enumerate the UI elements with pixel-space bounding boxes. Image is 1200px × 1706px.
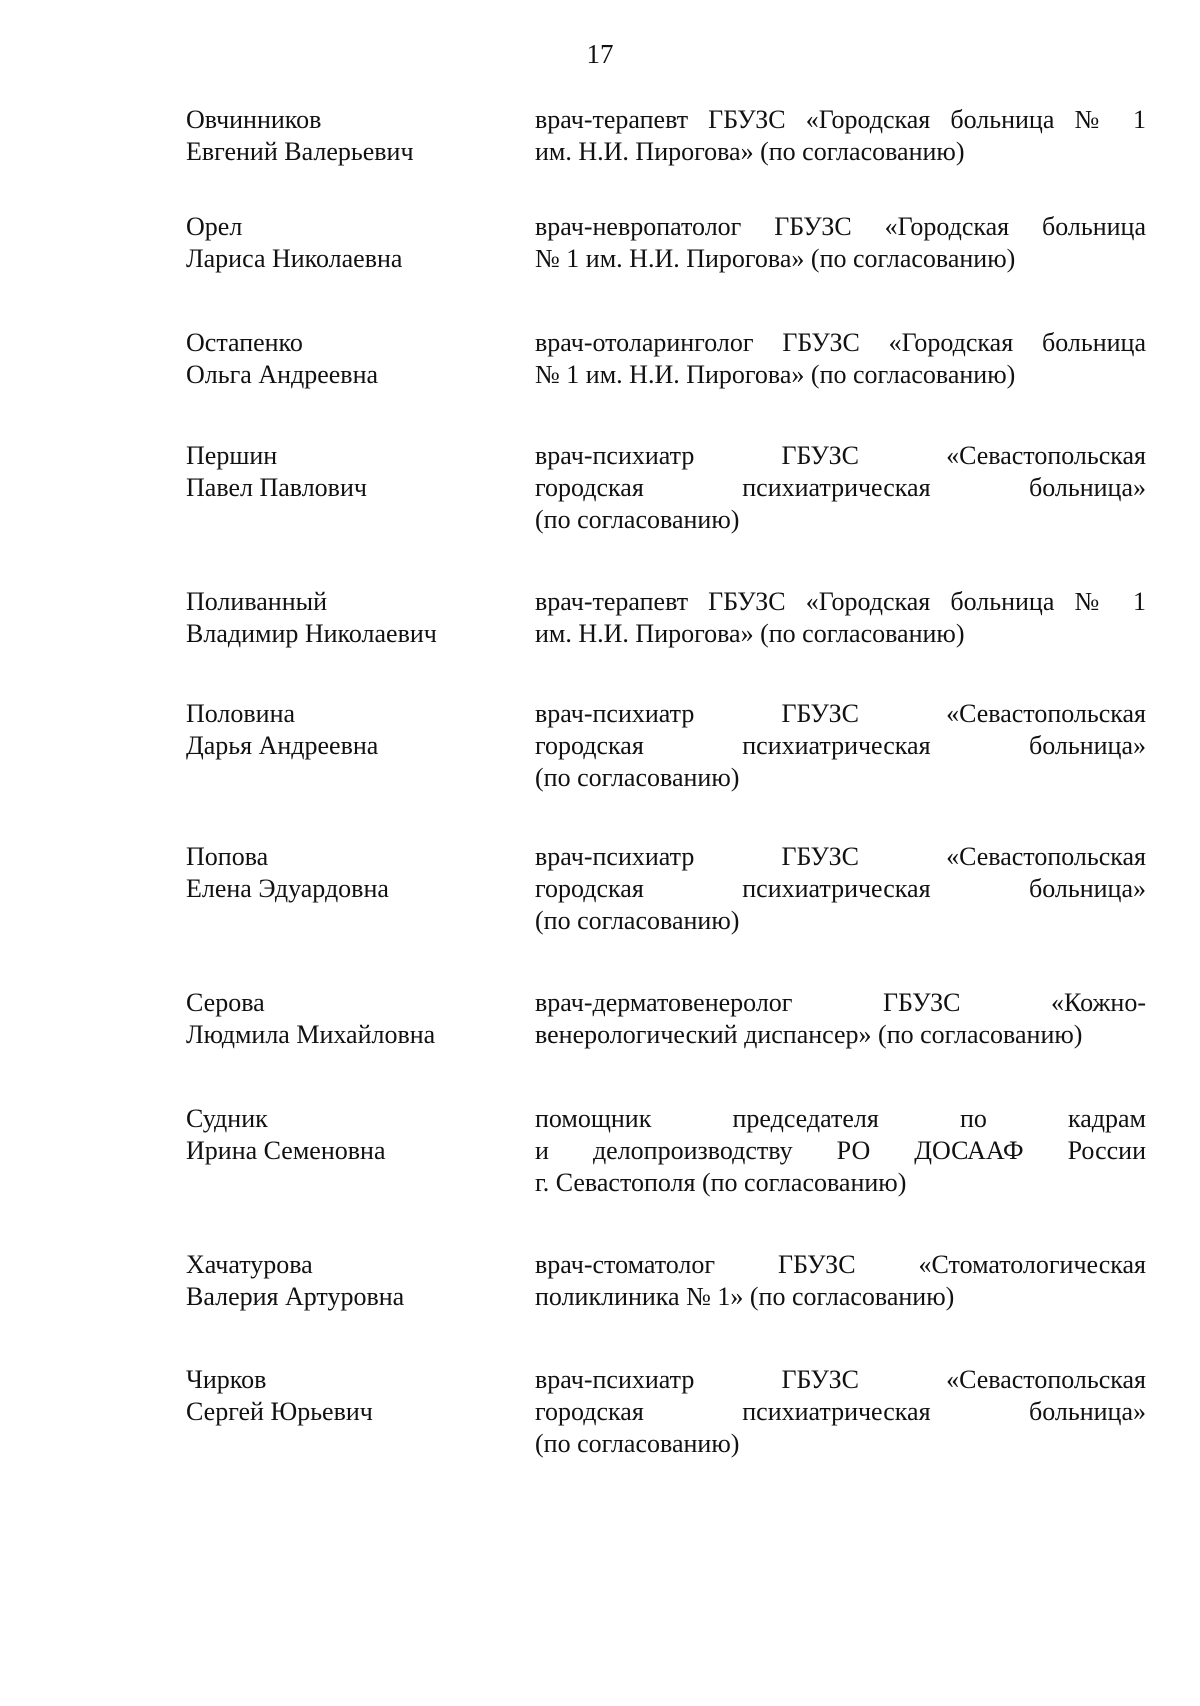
member-surname: Хачатурова xyxy=(186,1250,313,1279)
member-position xyxy=(535,327,1146,391)
member-given-names: Евгений Валерьевич xyxy=(186,137,414,166)
member-name xyxy=(186,586,506,650)
position-line: врач-терапевт ГБУЗС «Городская больница № 1 xyxy=(535,105,1146,134)
position-line: помощник председателя по кадрам xyxy=(535,1104,1146,1133)
member-given-names: Владимир Николаевич xyxy=(186,619,437,648)
member-name xyxy=(186,987,506,1051)
member-surname: Овчинников xyxy=(186,105,322,134)
member-given-names: Лариса Николаевна xyxy=(186,244,403,273)
member-given-names: Павел Павлович xyxy=(186,473,367,502)
member-surname: Чирков xyxy=(186,1365,267,1394)
position-line: венерологический диспансер» (по согласованию) xyxy=(535,1020,1083,1049)
position-line: и делопроизводству РО ДОСААФ России xyxy=(535,1136,1146,1165)
position-line: им. Н.И. Пирогова» (по согласованию) xyxy=(535,619,965,648)
member-surname: Половина xyxy=(186,699,296,728)
member-position xyxy=(535,211,1146,275)
member-given-names: Елена Эдуардовна xyxy=(186,874,389,903)
position-line: врач-психиатр ГБУЗС «Севастопольская xyxy=(535,1365,1146,1394)
member-given-names: Ольга Андреевна xyxy=(186,360,379,389)
member-position xyxy=(535,841,1146,937)
member-name xyxy=(186,104,506,168)
position-line: врач-терапевт ГБУЗС «Городская больница № 1 xyxy=(535,587,1146,616)
member-given-names: Дарья Андреевна xyxy=(186,731,379,760)
position-line: № 1 им. Н.И. Пирогова» (по согласованию) xyxy=(535,244,1016,273)
position-line: врач-стоматолог ГБУЗС «Стоматологическая xyxy=(535,1250,1146,1279)
position-line: врач-невропатолог ГБУЗС «Городская больница xyxy=(535,212,1146,241)
member-surname: Судник xyxy=(186,1104,268,1133)
member-position xyxy=(535,1103,1146,1199)
member-position xyxy=(535,698,1146,794)
position-line: (по согласованию) xyxy=(535,763,740,792)
page-number: 17 xyxy=(586,39,614,69)
position-line: № 1 им. Н.И. Пирогова» (по согласованию) xyxy=(535,360,1016,389)
member-surname: Серова xyxy=(186,988,265,1017)
member-position xyxy=(535,1249,1146,1313)
position-line: городская психиатрическая больница» xyxy=(535,1397,1146,1426)
member-given-names: Сергей Юрьевич xyxy=(186,1397,373,1426)
member-name xyxy=(186,1364,506,1428)
position-line: (по согласованию) xyxy=(535,505,740,534)
position-line: врач-психиатр ГБУЗС «Севастопольская xyxy=(535,842,1146,871)
position-line: городская психиатрическая больница» xyxy=(535,731,1146,760)
member-position xyxy=(535,586,1146,650)
member-name xyxy=(186,698,506,762)
position-line: поликлиника № 1» (по согласованию) xyxy=(535,1282,955,1311)
position-line: городская психиатрическая больница» xyxy=(535,473,1146,502)
member-surname: Поливанный xyxy=(186,587,328,616)
member-name xyxy=(186,841,506,905)
position-line: врач-дерматовенеролог ГБУЗС «Кожно- xyxy=(535,988,1146,1017)
member-name xyxy=(186,327,506,391)
member-name xyxy=(186,211,506,275)
position-line: г. Севастополя (по согласованию) xyxy=(535,1168,907,1197)
position-line: врач-отоларинголог ГБУЗС «Городская больница xyxy=(535,328,1146,357)
member-surname: Попова xyxy=(186,842,269,871)
position-line: (по согласованию) xyxy=(535,906,740,935)
member-given-names: Валерия Артуровна xyxy=(186,1282,405,1311)
position-line: им. Н.И. Пирогова» (по согласованию) xyxy=(535,137,965,166)
member-surname: Першин xyxy=(186,441,278,470)
position-line: городская психиатрическая больница» xyxy=(535,874,1146,903)
member-surname: Орел xyxy=(186,212,243,241)
position-line: врач-психиатр ГБУЗС «Севастопольская xyxy=(535,441,1146,470)
member-position xyxy=(535,987,1146,1051)
position-line: (по согласованию) xyxy=(535,1429,740,1458)
member-given-names: Людмила Михайловна xyxy=(186,1020,436,1049)
position-line: врач-психиатр ГБУЗС «Севастопольская xyxy=(535,699,1146,728)
member-position xyxy=(535,1364,1146,1460)
member-given-names: Ирина Семеновна xyxy=(186,1136,386,1165)
member-position xyxy=(535,104,1146,168)
member-name xyxy=(186,440,506,504)
member-name xyxy=(186,1249,506,1313)
member-surname: Остапенко xyxy=(186,328,303,357)
member-name xyxy=(186,1103,506,1167)
member-position xyxy=(535,440,1146,536)
